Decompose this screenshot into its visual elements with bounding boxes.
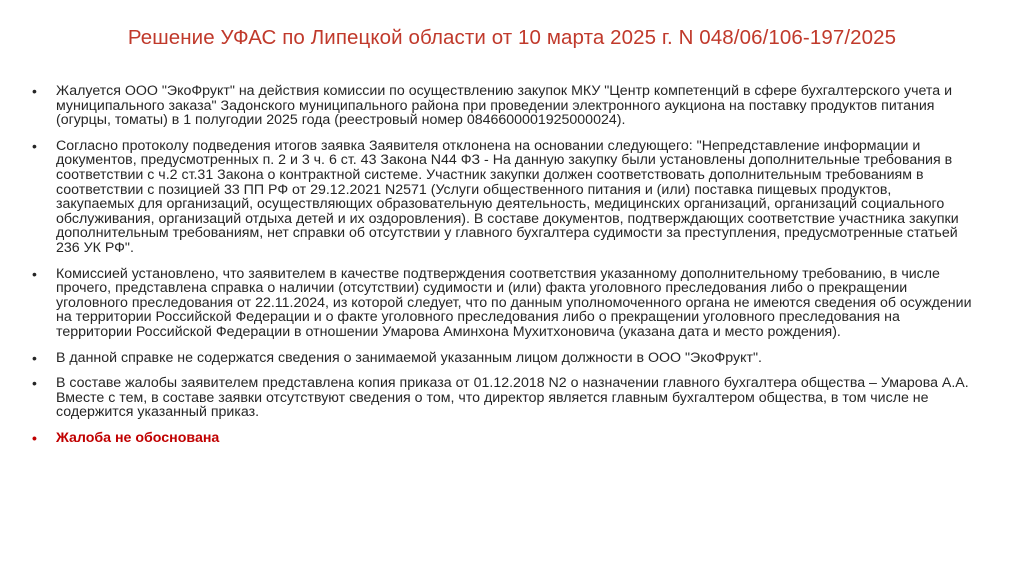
list-item-commission-findings <box>32 267 972 340</box>
bullet-icon: • <box>32 83 37 99</box>
list-item-order-copy <box>32 376 972 420</box>
bullet-icon: • <box>32 137 37 154</box>
bullet-icon: • <box>32 265 37 282</box>
list-item-protocol <box>32 139 972 256</box>
slide-title: Решение УФАС по Липецкой области от 10 марта 2025 г. N 048/06/106-197/2025 <box>127 26 897 49</box>
verdict-text: Жалоба не обоснована <box>56 429 220 446</box>
list-item-text: Комиссией установлено, что заявителем в качестве подтверждения соответствия указанному дополнительному требованию, в числе прочего, представлена справка о наличии (отсутствии) судимости и (или) факта уголовного преследования либо о прекращении уголовного преследования от 22.11.2024, из которой следует, что по данным уполномоченного органа не имеются сведения об осуждении на территории Российской Федерации и о факте уголовного преследования либо о прекращении уголовного преследования на территории Российской Федерации в отношении Умарова Аминхона Мухитхоновича (указана дата и место рождения). <box>56 265 972 340</box>
list-item-text: В составе жалобы заявителем представлена копия приказа от 01.12.2018 N2 о назначении главного бухгалтера общества – Умарова А.А. Вместе с тем, в составе заявки отсутствуют сведения о том, что директор является главным бухгалтером общества, в том числе не содержится указанный приказ. <box>56 375 969 421</box>
list-item-text: В данной справке не содержатся сведения о занимаемой указанным лицом должности в ООО "ЭкоФрукт". <box>56 349 762 366</box>
bullet-icon: • <box>32 429 37 446</box>
list-item-certificate-note <box>32 351 972 366</box>
list-item-verdict <box>32 431 972 446</box>
bullet-icon: • <box>32 349 37 366</box>
bullet-icon: • <box>32 375 37 392</box>
list-item-text: Согласно протоколу подведения итогов заявка Заявителя отклонена на основании следующего: "Непредставление информации и документов, предусмотренных п. 2 и 3 ч. 6 ст. 43 Закона N44 ФЗ - На данную закупку были установлены дополнительные требования в соответствии с ч.2 ст.31 Закона о контрактной системе. Участник закупки должен соответствовать дополнительным требованиям в соответствии с позицией 33 ПП РФ от 29.12.2021 N2571 (Услуги общественного питания и (или) поставка пищевых продуктов, закупаемых для организаций, осуществляющих образовательную деятельность, медицинских организаций, организаций социального обслуживания, организаций отдыха детей и их оздоровления). В составе документов, подтверждающих соответствие участника закупки дополнительным требованиям, нет справки об отсутствии у главного бухгалтера судимости за преступления, предусмотренные статьей 236 УК РФ". <box>56 137 959 256</box>
list-item-text: Жалуется ООО "ЭкоФрукт" на действия комиссии по осуществлению закупок МКУ "Центр компетенций в сфере бухгалтерского учета и муниципального заказа" Задонского муниципального района при проведении электронного аукциона на поставку продуктов питания (огурцы, томаты) в 1 полугодии 2025 года (реестровый номер 0846600001925000024). <box>56 83 953 129</box>
bullet-list <box>32 84 972 456</box>
list-item-complaint <box>32 84 972 128</box>
